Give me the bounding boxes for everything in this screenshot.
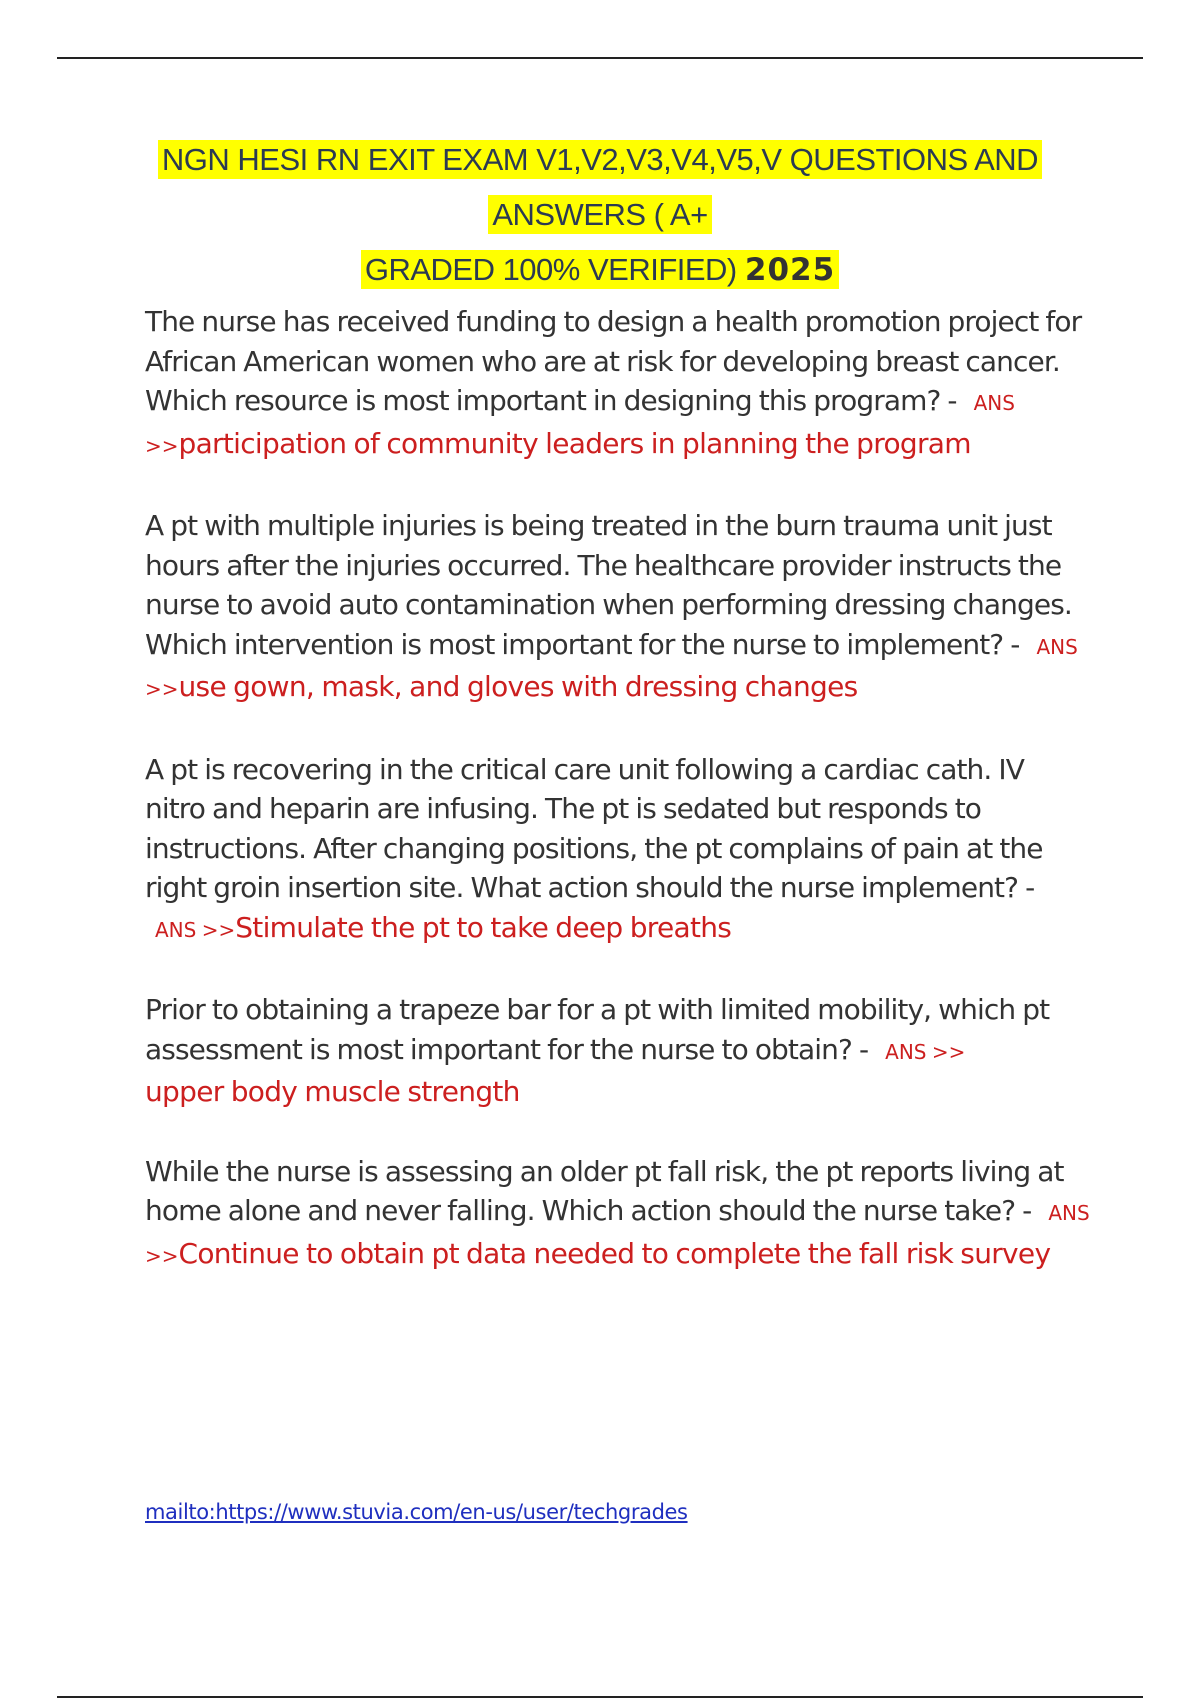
title-line-2-text: GRADED 100% VERIFIED) (364, 252, 737, 287)
ans-tag-2: ANS >> (145, 634, 1078, 701)
title-line-1: NGN HESI RN EXIT EXAM V1,V2,V3,V4,V5,V QUESTIONS AND ANSWERS ( A+ (158, 140, 1042, 234)
ans-tag-5: ANS >> (145, 1201, 1090, 1268)
answer-1: participation of community leaders in planning the program (178, 426, 971, 460)
answer-4: upper body muscle strength (145, 1075, 520, 1108)
question-5: While the nurse is assessing an older pt fall risk, the pt reports living at home alone and never falling. Which action should the nurse take? - (145, 1154, 1064, 1227)
qa-item-5 (145, 1152, 1090, 1277)
qa-item-3 (145, 750, 1090, 951)
title-year: 2025 (744, 252, 836, 288)
qa-item-1 (145, 302, 1090, 466)
question-2: A pt with multiple injuries is being treated in the burn trauma unit just hours after the injuries occurred. The healthcare provider instructs the nurse to avoid auto contamination when performing dressing changes. Which intervention is most important for the nurse to implement? - (145, 509, 1072, 661)
footer-link[interactable]: mailto:https://www.stuvia.com/en-us/user/techgrades (145, 1500, 688, 1524)
qa-list (145, 302, 1090, 1316)
top-rule (57, 57, 1143, 59)
answer-5: Continue to obtain pt data needed to complete the fall risk survey (178, 1236, 1051, 1270)
question-1: The nurse has received funding to design a health promotion project for African American women who are at risk for developing breast cancer. Which resource is most important in designing this program? - (145, 305, 1082, 417)
answer-3: Stimulate the pt to take deep breaths (235, 910, 732, 944)
bottom-rule (57, 1696, 1143, 1698)
ans-tag-3: ANS >> (155, 917, 236, 942)
answer-2: use gown, mask, and gloves with dressing changes (178, 670, 858, 703)
question-4: Prior to obtaining a trapeze bar for a pt with limited mobility, which pt assessment is most important for the nurse to obtain? - (145, 993, 1050, 1066)
ans-tag-4: ANS >> (885, 1039, 966, 1064)
title-line-2 (361, 250, 839, 289)
document-title (100, 132, 1100, 298)
qa-item-4 (145, 990, 1090, 1112)
ans-tag-1: ANS >> (145, 391, 1015, 458)
qa-item-2 (145, 506, 1090, 710)
question-3: A pt is recovering in the critical care unit following a cardiac cath. IV nitro and heparin are infusing. The pt is sedated but responds to instructions. After changing positions, the pt complains of pain at the right groin insertion site. What action should the nurse implement? - (145, 752, 1043, 904)
